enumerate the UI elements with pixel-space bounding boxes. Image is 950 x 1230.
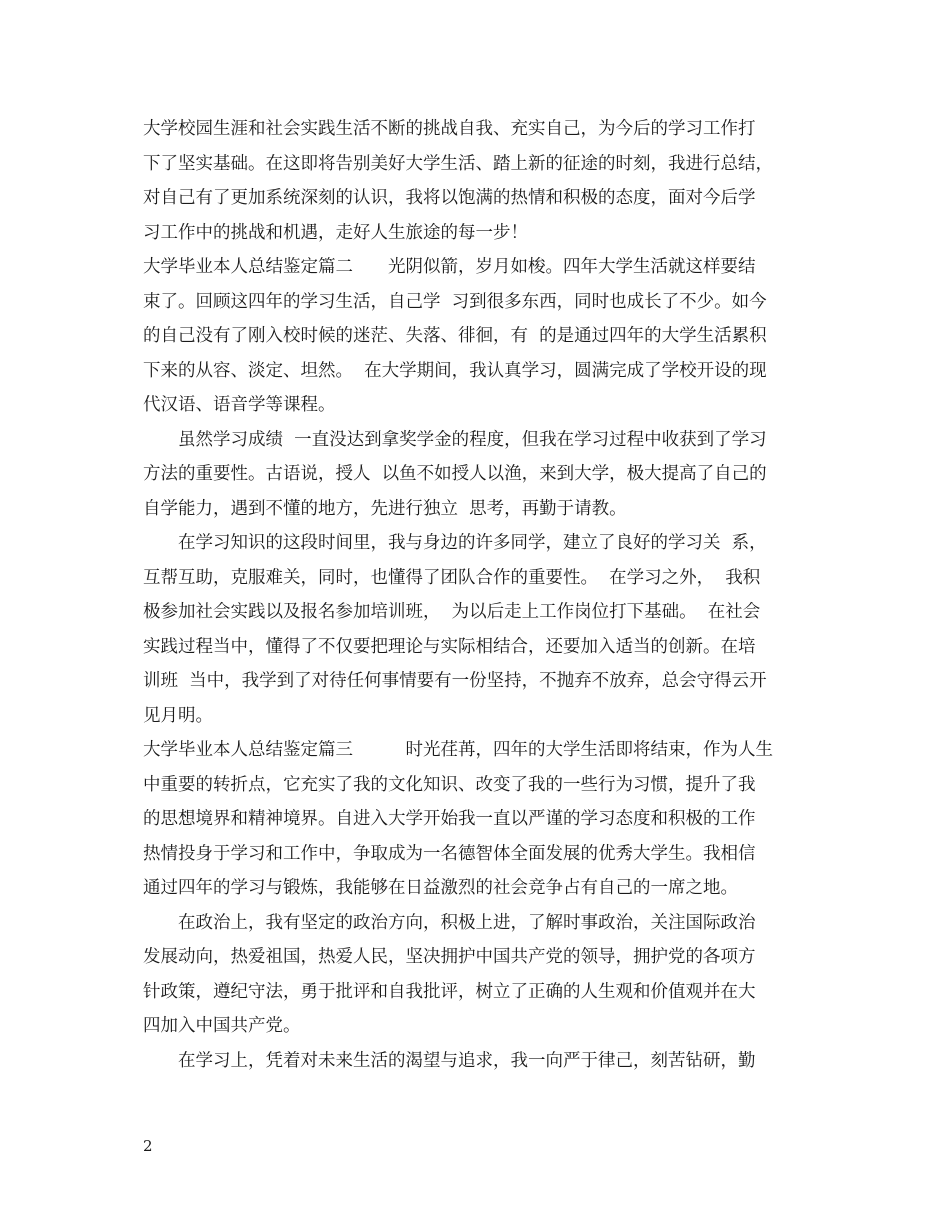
- text-line: 下了坚实基础。在这即将告别美好大学生活、踏上新的征途的时刻，我进行总结，: [143, 153, 773, 174]
- section-heading-line: 大学毕业本人总结鉴定篇二 光阴似箭，岁月如梭。四年大学生活就这样要结: [143, 257, 756, 277]
- text-line: 在政治上，我有坚定的政治方向，积极上进，了解时事政治，关注国际政治: [143, 912, 756, 933]
- text-line: 习工作中的挑战和机遇，走好人生旅途的每一步！: [143, 222, 528, 243]
- text-line: 通过四年的学习与锻炼，我能够在日益激烈的社会竞争占有自己的一席之地。: [143, 878, 738, 898]
- text-line: 中重要的转折点，它充实了我的文化知识、改变了我的一些行为习惯，提升了我: [143, 774, 756, 795]
- text-line: 大学校园生涯和社会实践生活不断的挑战自我、充实自己，为今后的学习工作打: [143, 119, 756, 139]
- text-line: 发展动向，热爱祖国，热爱人民，坚决拥护中国共产党的领导，拥护党的各项方: [143, 947, 756, 967]
- text-line: 互帮互助，克服难关，同时，也懂得了团队合作的重要性。 在学习之外， 我积: [143, 567, 761, 588]
- text-line: 虽然学习成绩 一直没达到拿奖学金的程度，但我在学习过程中收获到了学习: [143, 429, 767, 450]
- section-heading-line: 大学毕业本人总结鉴定篇三 时光荏苒，四年的大学生活即将结束，作为人生: [143, 740, 773, 760]
- text-line: 的思想境界和精神境界。自进入大学开始我一直以严谨的学习态度和积极的工作: [143, 809, 756, 829]
- text-line: 下来的从容、淡定、坦然。 在大学期间，我认真学习，圆满完成了学校开设的现: [143, 360, 767, 381]
- text-line: 针政策，遵纪守法，勇于批评和自我批评，树立了正确的人生观和价值观并在大: [143, 981, 756, 1002]
- text-line: 实践过程当中，懂得了不仅要把理论与实际相结合，还要加入适当的创新。在培: [143, 636, 756, 657]
- text-line: 在学习上，凭着对未来生活的渴望与追求，我一向严于律己，刻苦钻研，勤: [143, 1050, 756, 1071]
- page-number: 2: [143, 1137, 153, 1155]
- text-line: 的自己没有了刚入校时候的迷茫、失落、徘徊，有 的是通过四年的大学生活累积: [143, 326, 767, 346]
- text-line: 在学习知识的这段时间里，我与身边的许多同学，建立了良好的学习关 系，: [143, 533, 767, 553]
- text-line: 自学能力，遇到不懂的地方，先进行独立 思考，再勤于请教。: [143, 498, 627, 519]
- text-line: 束了。回顾这四年的学习生活，自己学 习到很多东西，同时也成长了不少。如今: [143, 291, 767, 312]
- text-line: 热情投身于学习和工作中，争取成为一名德智体全面发展的优秀大学生。我相信: [143, 843, 756, 864]
- body-text: [143, 112, 815, 1078]
- text-line: 对自己有了更加系统深刻的认识，我将以饱满的热情和积极的态度，面对今后学: [143, 188, 756, 208]
- text-line: 代汉语、语音学等课程。: [143, 395, 336, 415]
- text-line: 训班 当中，我学到了对待任何事情要有一份坚持，不抛弃不放弃，总会守得云开: [143, 671, 767, 691]
- text-line: 极参加社会实践以及报名参加培训班， 为以后走上工作岗位打下基础。 在社会: [143, 602, 761, 622]
- text-line: 方法的重要性。古语说，授人 以鱼不如授人以渔，来到大学，极大提高了自己的: [143, 464, 767, 484]
- text-line: 四加入中国共产党。: [143, 1016, 301, 1036]
- text-line: 见月明。: [143, 705, 213, 726]
